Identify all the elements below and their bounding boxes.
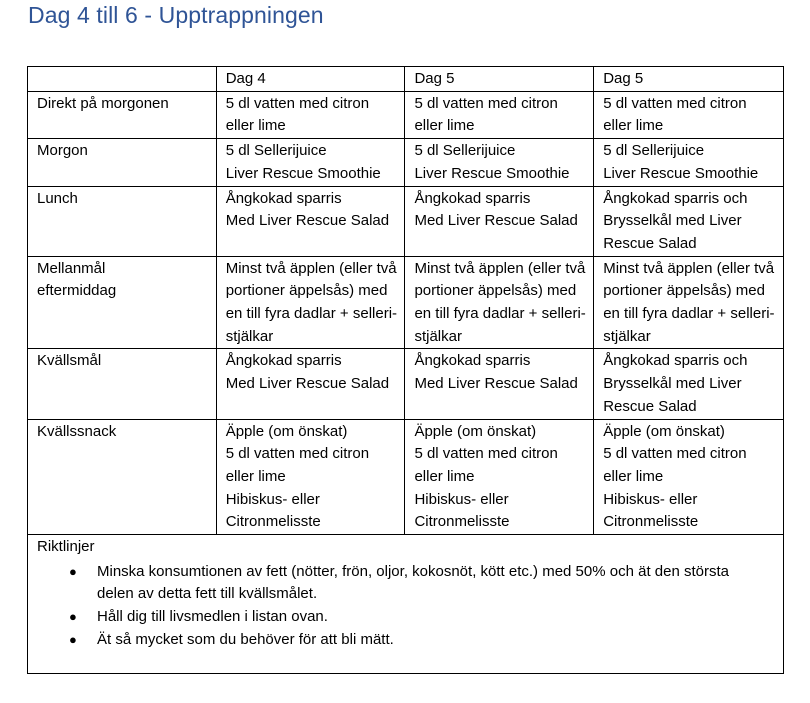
meal-text: 5 dl Sellerijuice [225,142,327,160]
table-row [28,139,784,186]
meal-cell [594,139,784,186]
meal-text: Ångkokad sparris och Brysselkål med Liver Rescue Salad [603,189,748,252]
meal-text: 5 dl vatten med citron eller lime [603,94,747,135]
meal-text: Minst två äpplen (eller två portioner äppelsås) med en till fyra dadlar + selleri-stjälkar [225,259,398,345]
table-row [28,186,784,256]
meal-text: Liver Rescue Smoothie [414,164,570,182]
meal-plan-table [27,66,784,674]
guidelines-cell [28,535,784,674]
row-label: Kvällssnack [37,422,117,440]
header-cell-day: Dag 5 [405,67,594,92]
header-cell-empty [28,67,217,92]
meal-cell [405,91,594,138]
guidelines-list [37,561,777,652]
meal-cell [594,256,784,349]
table-header-row [28,67,784,92]
table-row [28,419,784,535]
meal-cell [405,256,594,349]
meal-text: 5 dl vatten med citron eller lime [225,94,370,135]
row-label-cell [28,349,217,419]
meal-text: Hibiskus- eller Citronmelisste [225,490,321,531]
meal-cell [216,349,405,419]
row-label-cell [28,419,217,535]
table-row [28,256,784,349]
meal-text: 5 dl vatten med citron eller lime [414,94,558,135]
page-title: Dag 4 till 6 - Upptrappningen [28,2,324,28]
bullet-icon: ● [69,631,77,647]
guidelines-title: Riktlinjer [37,538,95,556]
meal-text: Ångkokad sparris [414,189,531,207]
table-row [28,91,784,138]
meal-cell [405,186,594,256]
meal-text: Äpple (om önskat) [414,422,537,440]
meal-text: Hibiskus- eller Citronmelisste [414,490,510,531]
meal-text: Ångkokad sparris [225,189,342,207]
meal-cell [216,186,405,256]
meal-text: Liver Rescue Smoothie [225,164,381,182]
meal-text: 5 dl Sellerijuice [414,142,516,160]
meal-text: Äpple (om önskat) [225,422,348,440]
guideline-item: ● Håll dig till livsmedlen i listan ovan. [97,606,777,629]
bullet-icon: ● [69,563,77,579]
header-cell-day: Dag 4 [216,67,405,92]
meal-text: Ångkokad sparris och Brysselkål med Liver Rescue Salad [603,352,748,415]
row-label-cell [28,256,217,349]
row-label: Lunch [37,189,78,207]
meal-cell [594,419,784,535]
meal-text: Liver Rescue Smoothie [603,164,759,182]
meal-cell [405,139,594,186]
guideline-item: ● Ät så mycket som du behöver för att bli mätt. [97,629,777,652]
row-label-cell [28,186,217,256]
meal-cell [405,419,594,535]
meal-text: Med Liver Rescue Salad [225,375,390,393]
row-label-cell [28,139,217,186]
meal-text: Med Liver Rescue Salad [414,212,578,230]
row-label: Kvällsmål [37,352,102,370]
row-label: Morgon [37,142,88,160]
meal-text: Äpple (om önskat) [603,422,725,440]
meal-text: Hibiskus- eller Citronmelisste [603,490,699,531]
meal-cell [216,91,405,138]
guideline-item: ● Minska konsumtionen av fett (nötter, frön, oljor, kokosnöt, kött etc.) med 50% och ät den största delen av detta fett till kvällsmålet. [69,562,729,603]
row-label-cell [28,91,217,138]
meal-cell [216,419,405,535]
meal-cell [405,349,594,419]
meal-text: Ångkokad sparris [225,352,342,370]
row-label: Mellanmål [37,259,106,277]
row-label: eftermiddag [37,282,117,300]
meal-text: Minst två äpplen (eller två portioner äppelsås) med en till fyra dadlar + selleri-stjälkar [603,259,775,345]
meal-text: Ångkokad sparris [414,352,531,370]
meal-text: 5 dl vatten med citron eller lime [603,445,747,485]
row-label: Direkt på morgonen [37,94,169,112]
meal-cell [594,349,784,419]
meal-cell [594,186,784,256]
meal-text: 5 dl Sellerijuice [603,142,705,160]
meal-text: Med Liver Rescue Salad [414,375,578,393]
meal-text: 5 dl vatten med citron eller lime [225,445,370,485]
meal-cell [216,256,405,349]
meal-cell [594,91,784,138]
guidelines-row [28,535,784,674]
meal-text: Med Liver Rescue Salad [225,212,390,230]
table-row [28,349,784,419]
meal-text: 5 dl vatten med citron eller lime [414,445,558,485]
meal-cell [216,139,405,186]
meal-text: Minst två äpplen (eller två portioner äppelsås) med en till fyra dadlar + selleri-stjälkar [414,259,586,345]
bullet-icon: ● [69,609,77,625]
header-cell-day: Dag 5 [594,67,784,92]
